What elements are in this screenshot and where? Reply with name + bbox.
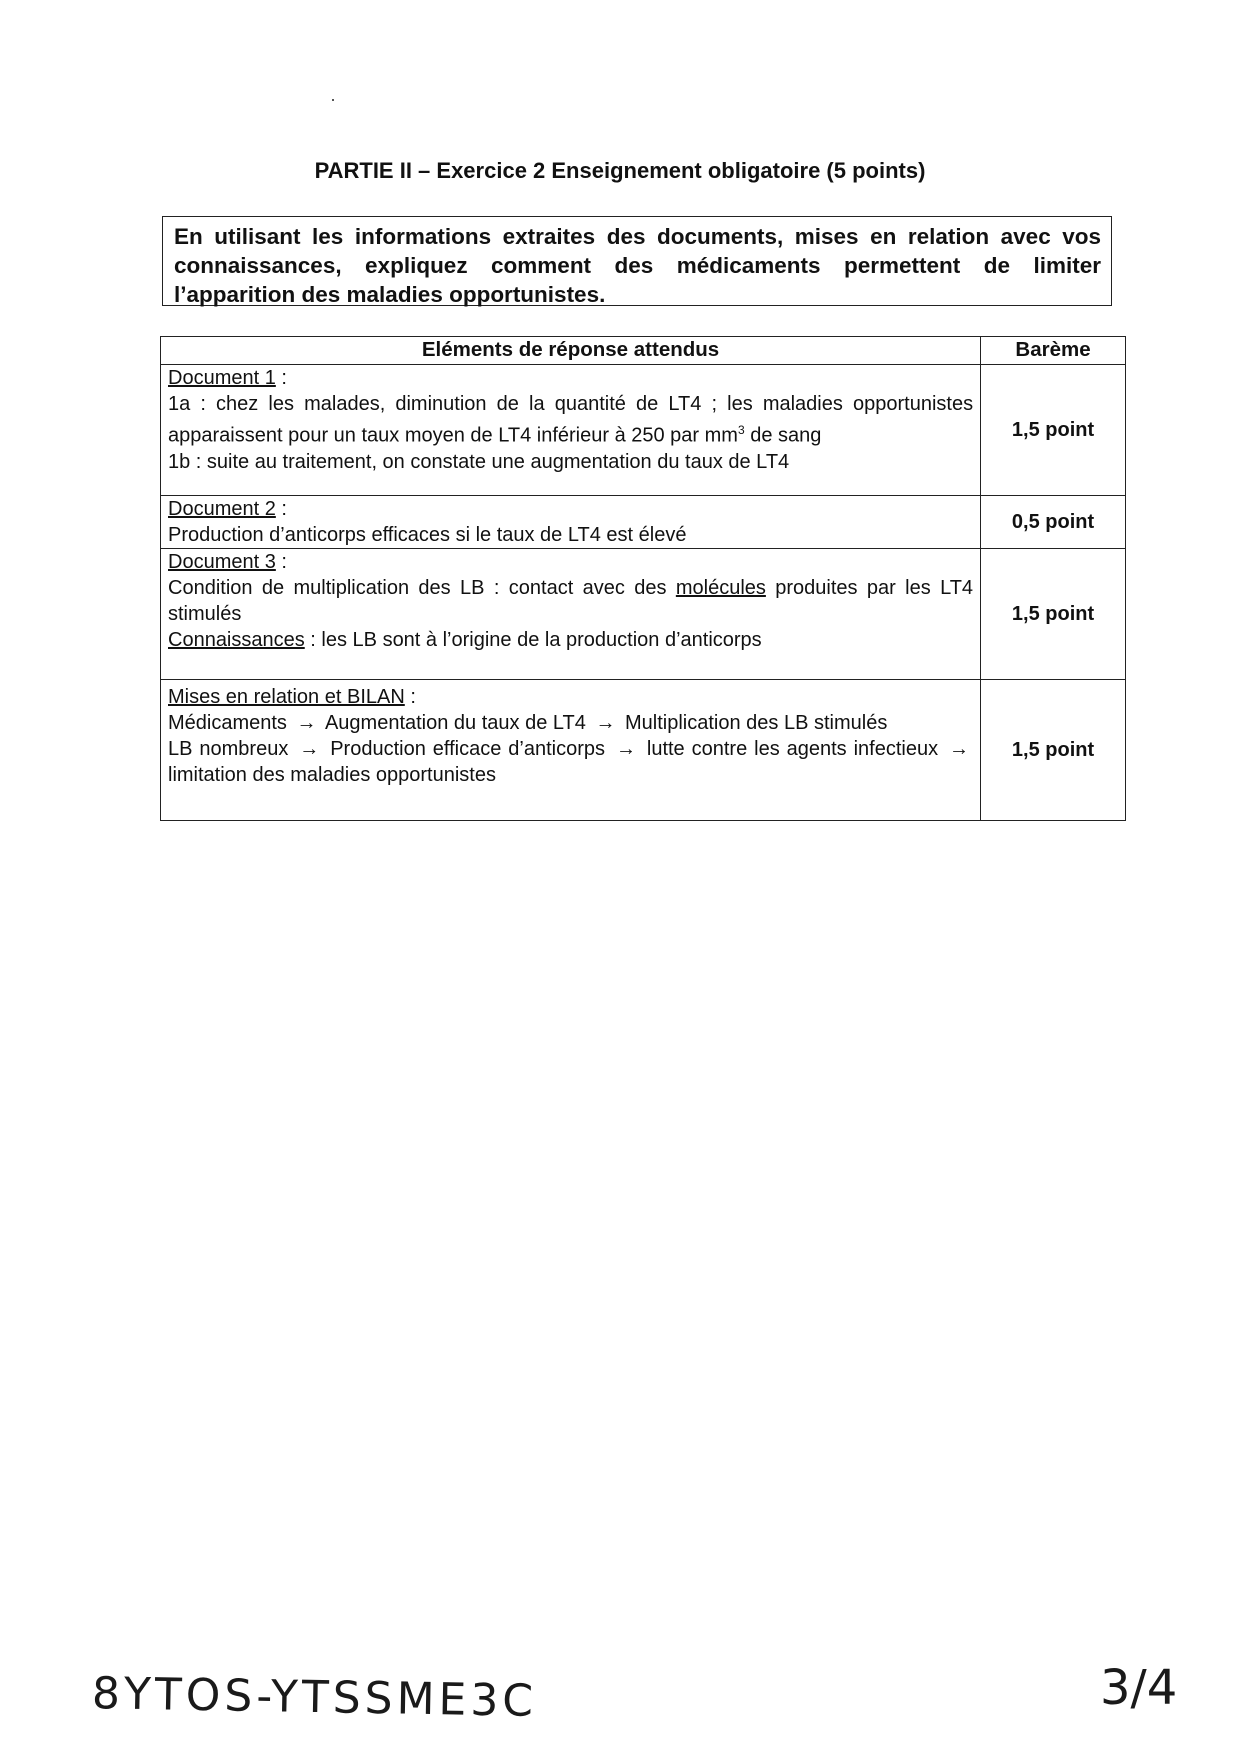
- score-cell: 1,5 point: [981, 365, 1126, 496]
- table-row-document-3: [161, 549, 1126, 680]
- answer-line: Condition de multiplication des LB : contact avec des molécules produites par les LT4 stimulés: [168, 577, 974, 625]
- table-row-bilan: [161, 680, 1126, 821]
- row-heading: Document 3 :: [168, 551, 287, 573]
- table-row-document-2: [161, 496, 1126, 549]
- arrow-right-icon: →: [296, 712, 317, 734]
- arrow-right-icon: →: [595, 712, 616, 734]
- answer-line: Médicaments → Augmentation du taux de LT4 → Multiplication des LB stimulés: [168, 712, 888, 734]
- score-cell: 0,5 point: [981, 496, 1126, 549]
- arrow-right-icon: →: [615, 738, 636, 760]
- row-heading: Mises en relation et BILAN :: [168, 686, 416, 708]
- page-title: PARTIE II – Exercice 2 Enseignement obligatoire (5 points): [314, 158, 926, 183]
- table-header-row: [161, 337, 1126, 365]
- answer-cell: [161, 365, 981, 496]
- answer-line: 1b : suite au traitement, on constate une augmentation du taux de LT4: [168, 450, 790, 473]
- question-box: [162, 216, 1112, 306]
- row-heading: Document 2 :: [168, 498, 287, 520]
- answer-line: Connaissances : les LB sont à l’origine de la production d’anticorps: [168, 629, 762, 651]
- header-elements: Eléments de réponse attendus: [161, 337, 981, 365]
- answer-line: Production d’anticorps efficaces si le taux de LT4 est élevé: [168, 524, 687, 546]
- score-cell: 1,5 point: [981, 680, 1126, 821]
- answer-cell: [161, 680, 981, 821]
- arrow-right-icon: →: [299, 738, 320, 760]
- question-text: En utilisant les informations extraites des documents, mises en relation avec vos connaissances, expliquez comment des médicaments permettent de limiter l’apparition des maladies opportunistes.: [174, 224, 1101, 307]
- score-cell: 1,5 point: [981, 549, 1126, 680]
- handwritten-subject-code: 8YTOS-YTSSME3C: [91, 1668, 538, 1727]
- answer-cell: [161, 496, 981, 549]
- row-heading: Document 1 :: [168, 367, 287, 389]
- header-bareme: Barème: [981, 337, 1126, 365]
- answer-line: 1a : chez les malades, diminution de la quantité de LT4 ; les maladies opportunistes apparaissent pour un taux moyen de LT4 inférieur à 250 par $mm^3$ de sang: [168, 393, 974, 447]
- scan-speck: [332, 99, 334, 101]
- answer-cell: [161, 549, 981, 680]
- arrow-right-icon: →: [949, 738, 970, 760]
- table-row-document-1: [161, 365, 1126, 496]
- answer-line: LB nombreux → Production efficace d’anticorps → lutte contre les agents infectieux → limitation des maladies opportunistes: [168, 736, 973, 788]
- answer-table: [160, 336, 1126, 821]
- handwritten-page-number: 3/4: [1100, 1660, 1178, 1716]
